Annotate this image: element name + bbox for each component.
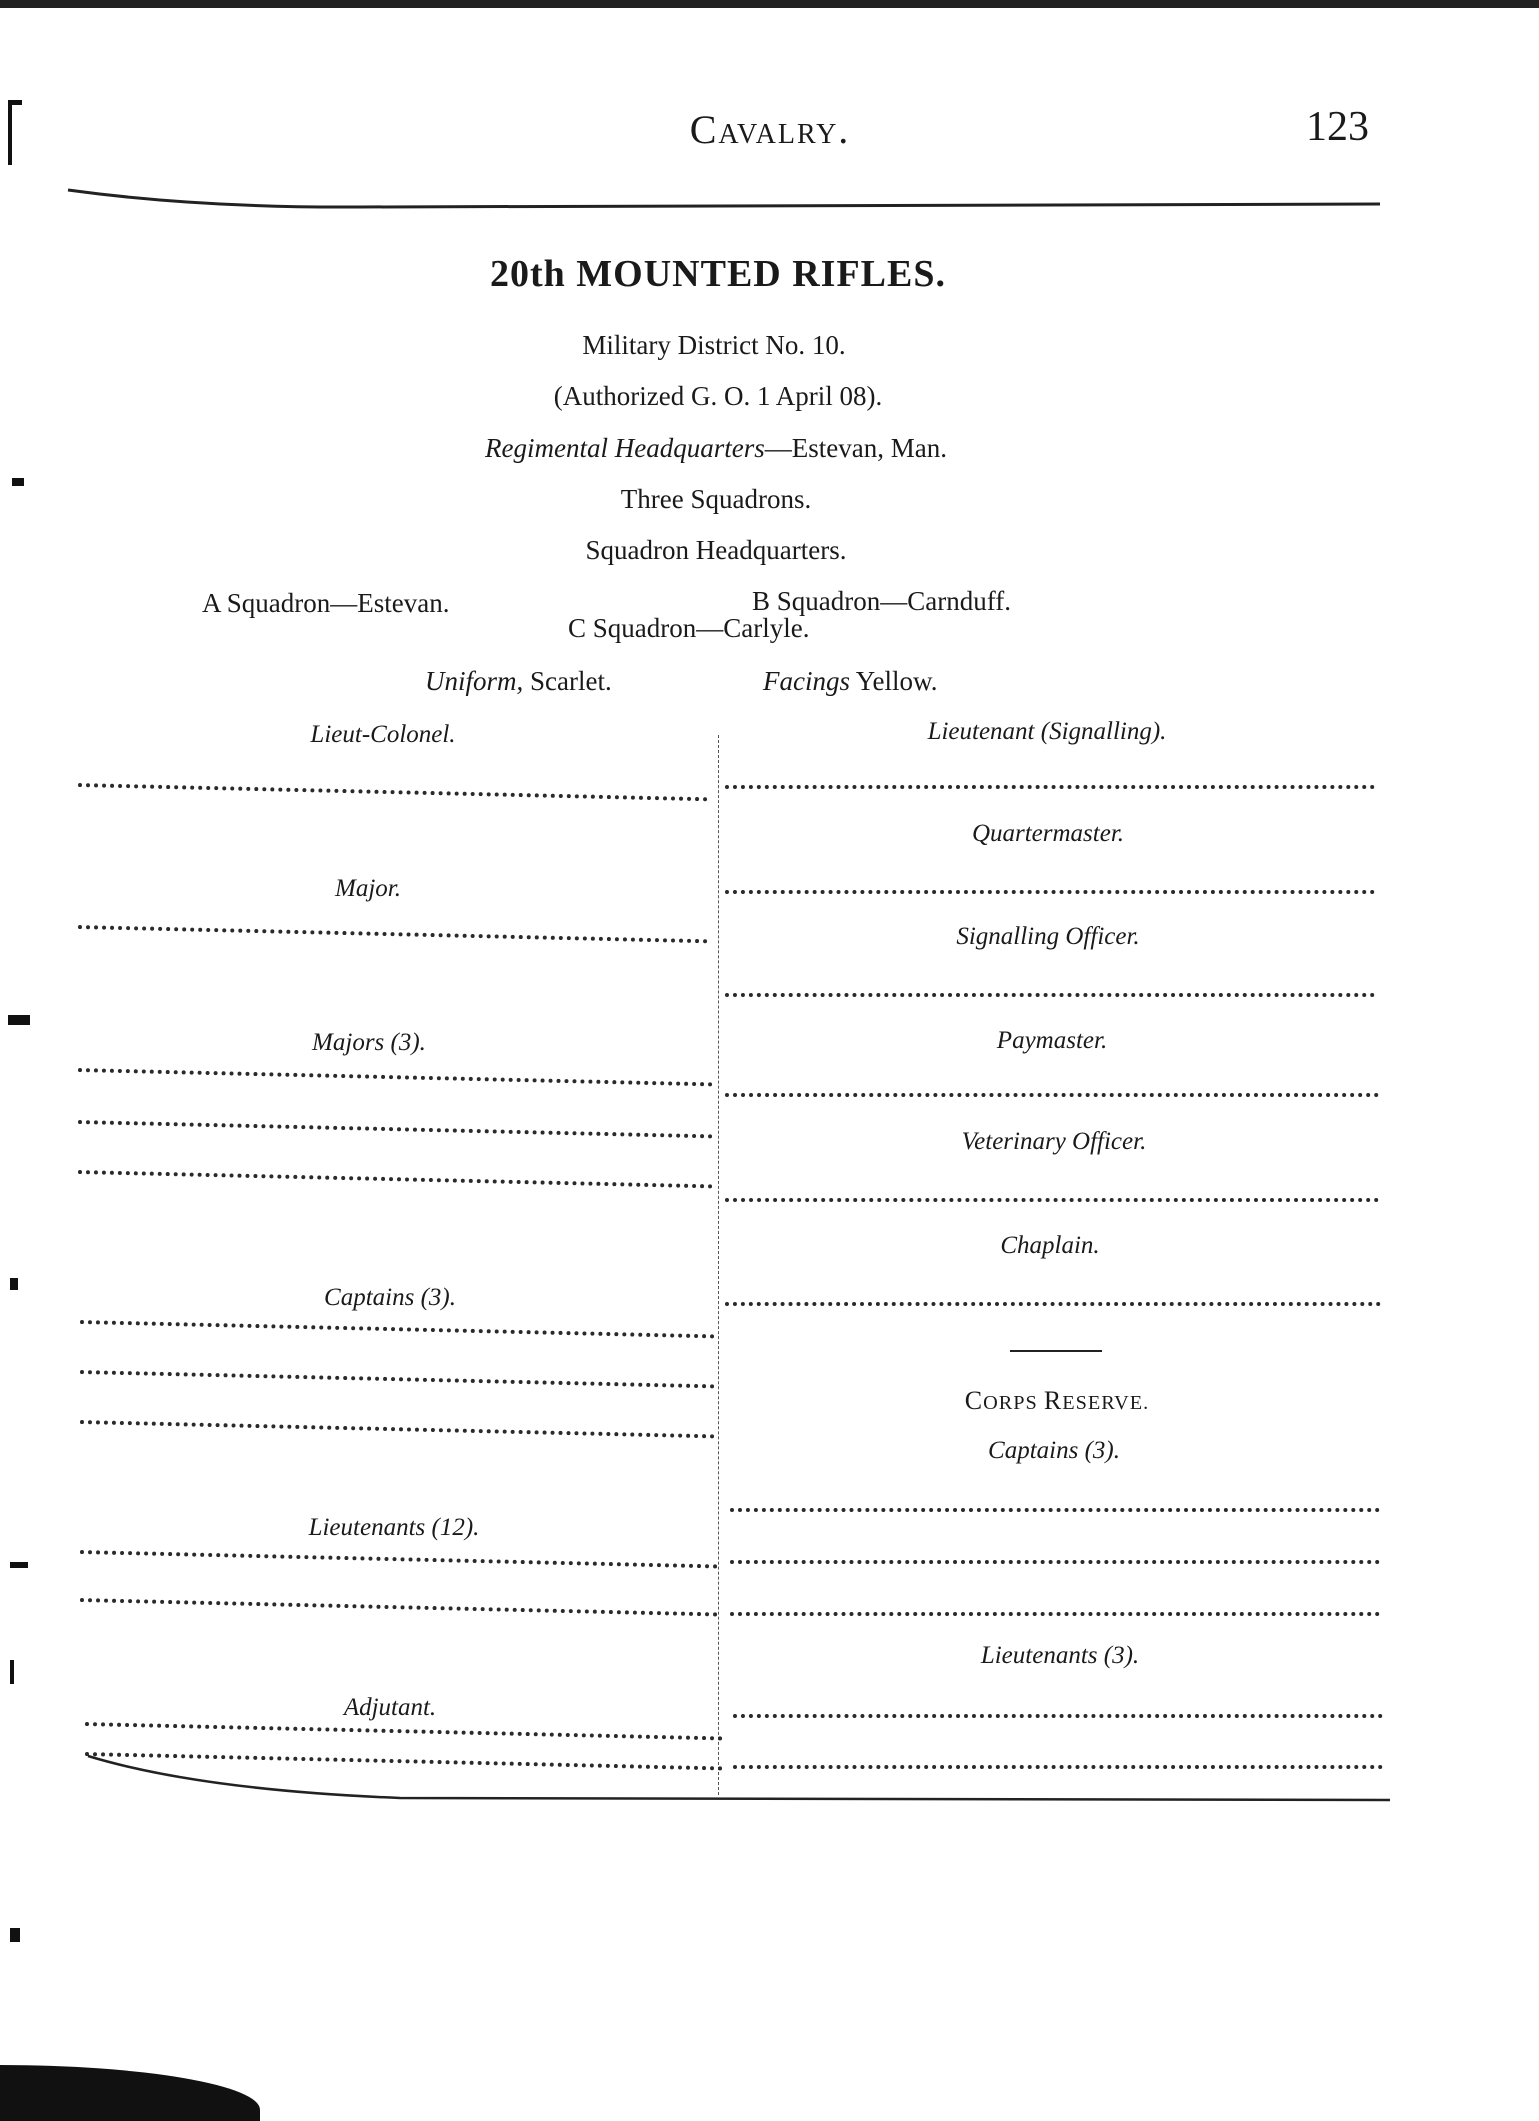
fill-line <box>730 1612 1380 1616</box>
fill-line <box>85 1722 723 1740</box>
fill-line <box>725 1198 1379 1202</box>
squadron-c: C Squadron—Carlyle. <box>568 613 810 643</box>
margin-mark <box>10 1660 14 1684</box>
page-number: 123 <box>1306 104 1369 150</box>
military-district: Military District No. 10. <box>582 330 846 360</box>
fill-line <box>80 1550 718 1568</box>
bottom-left-shadow <box>0 2065 260 2121</box>
fill-line <box>725 890 1375 894</box>
fill-line <box>725 1093 1379 1097</box>
uniform-label: Uniform, <box>425 666 524 696</box>
corps-reserve-captains: Captains (3). <box>988 1437 1120 1464</box>
corps-reserve-orps: ORPS <box>983 1392 1044 1414</box>
fill-line <box>78 1120 713 1138</box>
corps-reserve-c: C <box>964 1386 984 1415</box>
right-heading-chaplain: Chaplain. <box>1000 1232 1100 1259</box>
right-heading-paymaster: Paymaster. <box>996 1027 1108 1054</box>
corps-reserve-heading <box>965 1386 1149 1416</box>
left-heading-adjutant: Adjutant. <box>343 1694 437 1721</box>
fill-line <box>78 783 708 801</box>
authorized-line: (Authorized G. O. 1 April 08). <box>553 381 883 411</box>
facings-line <box>763 666 938 697</box>
margin-mark <box>10 1928 20 1942</box>
squadron-b: B Squadron—Carnduff. <box>752 586 1011 616</box>
section-separator <box>1010 1350 1102 1352</box>
fill-line <box>80 1420 715 1438</box>
fill-line <box>80 1320 715 1338</box>
margin-mark <box>8 1015 30 1025</box>
corps-reserve-lieutenants: Lieutenants (3). <box>980 1642 1140 1669</box>
margin-mark <box>8 100 12 165</box>
right-heading-signalling-officer: Signalling Officer. <box>956 923 1140 950</box>
fill-line <box>80 1370 715 1388</box>
regimental-headquarters <box>485 433 947 464</box>
corps-reserve-r: R <box>1043 1386 1063 1415</box>
left-heading-captains: Captains (3). <box>324 1284 456 1311</box>
footer-rule <box>80 1750 1400 1810</box>
fill-line <box>730 1560 1380 1564</box>
margin-mark <box>8 100 22 105</box>
hq-label: Regimental Headquarters <box>485 433 765 463</box>
squadron-a: A Squadron—Estevan. <box>202 588 450 618</box>
column-divider <box>718 735 719 1795</box>
regiment-title: 20th MOUNTED RIFLES. <box>490 253 946 295</box>
fill-line <box>733 1714 1383 1718</box>
squadron-hq-heading: Squadron Headquarters. <box>585 535 847 565</box>
left-heading-major: Major. <box>335 875 401 902</box>
fill-line <box>725 785 1375 789</box>
hq-value: —Estevan, Man. <box>764 433 947 463</box>
top-edge-shadow <box>0 0 1539 8</box>
facings-value: Yellow. <box>855 666 938 696</box>
header-rule <box>60 180 1390 220</box>
fill-line <box>78 925 708 943</box>
margin-mark <box>10 1278 18 1290</box>
margin-mark <box>10 1562 28 1568</box>
right-heading-veterinary-officer: Veterinary Officer. <box>961 1128 1147 1155</box>
fill-line <box>78 1068 713 1086</box>
uniform-value: Scarlet. <box>530 666 612 696</box>
corps-reserve-eserve: ESERVE. <box>1062 1392 1150 1414</box>
squadrons-count: Three Squadrons. <box>620 484 812 514</box>
left-heading-lieutenants: Lieutenants (12). <box>308 1514 480 1541</box>
facings-label: Facings <box>763 666 850 696</box>
left-heading-lieut-colonel: Lieut-Colonel. <box>310 721 456 748</box>
left-heading-majors: Majors (3). <box>312 1029 426 1056</box>
fill-line <box>725 993 1375 997</box>
right-heading-quartermaster: Quartermaster. <box>971 820 1125 847</box>
fill-line <box>78 1170 713 1188</box>
fill-line <box>730 1508 1380 1512</box>
running-title-text: Cavalry. <box>689 107 851 152</box>
running-title <box>690 106 851 153</box>
uniform-line <box>425 666 612 697</box>
right-heading-lieutenant-signalling: Lieutenant (Signalling). <box>927 718 1167 745</box>
fill-line <box>80 1598 718 1616</box>
fill-line <box>725 1302 1381 1306</box>
margin-mark <box>12 478 24 486</box>
